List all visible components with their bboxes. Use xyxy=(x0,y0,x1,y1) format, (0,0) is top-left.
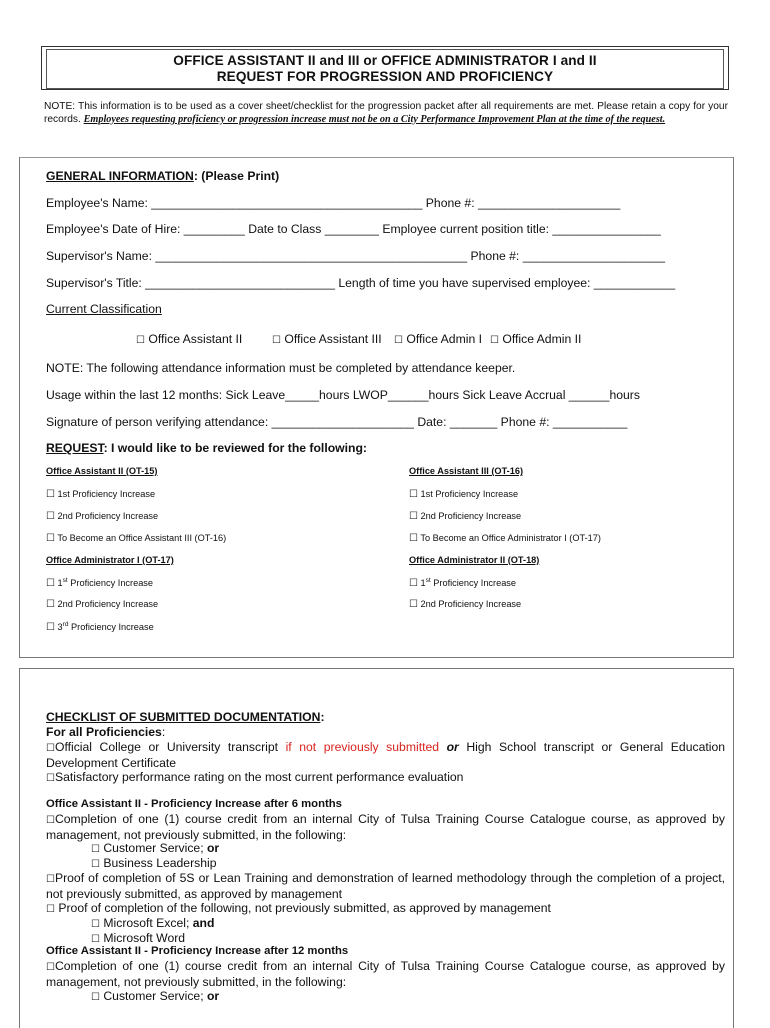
all-proficiencies-label: For all Proficiencies: xyxy=(46,725,166,739)
checkbox-icon[interactable]: ☐ xyxy=(91,992,100,1003)
customer-service-option-2[interactable]: ☐ Customer Service; or xyxy=(91,989,220,1003)
checkbox-icon[interactable]: ☐ xyxy=(91,859,100,870)
oa2-item-1[interactable]: ☐ 1st Proficiency Increase xyxy=(46,489,156,500)
checkbox-icon[interactable]: ☐ xyxy=(46,533,55,544)
checkbox-icon[interactable]: ☐ xyxy=(46,962,55,973)
oa3-item-1[interactable]: ☐ 1st Proficiency Increase xyxy=(409,489,519,500)
checkbox-icon[interactable]: ☐ xyxy=(409,489,418,500)
signature-row[interactable]: Signature of person verifying attendance: _____________________ Date: _______ Phone #: ___________ xyxy=(46,415,628,429)
checkbox-icon[interactable]: ☐ xyxy=(46,489,55,500)
form-title-box xyxy=(41,46,729,90)
current-classification-label: Current Classification xyxy=(46,302,162,316)
checkbox-icon[interactable]: ☐ xyxy=(91,844,100,855)
attendance-note: NOTE: The following attendance information must be completed by attendance keeper. xyxy=(46,361,516,375)
course-credit-item-2[interactable]: ☐Completion of one (1) course credit from an internal City of Tulsa Training Course Catalogue course, as approved by management, not previously submitted, in the following: xyxy=(46,959,725,989)
lean-training-item[interactable]: ☐Proof of completion of 5S or Lean Training and demonstration of learned methodology through the completion of a project, not previously submitted, as approved by management xyxy=(46,871,725,901)
checkbox-icon[interactable]: ☐ xyxy=(91,919,100,930)
checkbox-icon[interactable]: ☐ xyxy=(46,874,55,885)
classification-option-admin1[interactable]: ☐ Office Admin I xyxy=(394,332,483,346)
request-heading: REQUEST: I would like to be reviewed for the following: xyxy=(46,441,367,455)
checkbox-icon[interactable]: ☐ xyxy=(490,335,499,346)
checkbox-icon[interactable]: ☐ xyxy=(46,599,55,610)
form-title-line1: OFFICE ASSISTANT II and III or OFFICE ADMINISTRATOR I and II xyxy=(173,53,597,68)
oa2-item-2[interactable]: ☐ 2nd Proficiency Increase xyxy=(46,511,159,522)
admin2-heading: Office Administrator II (OT-18) xyxy=(409,555,540,565)
oa2-12-month-heading: Office Assistant II - Proficiency Increase after 12 months xyxy=(46,945,349,957)
admin1-item-2[interactable]: ☐ 2nd Proficiency Increase xyxy=(46,599,159,610)
cover-note-emphasis: Employees requesting proficiency or progression increase must not be on a City Performance Improvement Plan at the time of the request. xyxy=(83,113,666,125)
oa2-item-3[interactable]: ☐ To Become an Office Assistant III (OT-16) xyxy=(46,533,227,544)
business-leadership-option[interactable]: ☐ Business Leadership xyxy=(91,856,217,870)
checkbox-icon[interactable]: ☐ xyxy=(46,904,55,915)
panel-divider xyxy=(20,157,733,158)
checkbox-icon[interactable]: ☐ xyxy=(46,773,55,784)
rating-item[interactable]: ☐Satisfactory performance rating on the most current performance evaluation xyxy=(46,770,464,784)
checkbox-icon[interactable]: ☐ xyxy=(394,335,403,346)
classification-option-oa2[interactable]: ☐ Office Assistant II xyxy=(136,332,243,346)
checkbox-icon[interactable]: ☐ xyxy=(46,743,55,754)
general-information-panel xyxy=(19,157,734,658)
checklist-panel xyxy=(19,668,734,1028)
classification-option-admin2[interactable]: ☐ Office Admin II xyxy=(490,332,582,346)
proof-completion-item[interactable]: ☐ Proof of completion of the following, not previously submitted, as approved by management xyxy=(46,901,551,915)
checkbox-icon[interactable]: ☐ xyxy=(409,533,418,544)
admin1-heading: Office Administrator I (OT-17) xyxy=(46,555,174,565)
checkbox-icon[interactable]: ☐ xyxy=(409,578,418,589)
checkbox-icon[interactable]: ☐ xyxy=(272,335,281,346)
course-credit-item[interactable]: ☐Completion of one (1) course credit from an internal City of Tulsa Training Course Catalogue course, as approved by management, not previously submitted, in the following: xyxy=(46,812,725,842)
classification-option-oa3[interactable]: ☐ Office Assistant III xyxy=(272,332,382,346)
supervisor-name-field[interactable]: Supervisor's Name: ______________________________________________ Phone #: _____________________ xyxy=(46,249,666,263)
oa2-heading: Office Assistant II (OT-15) xyxy=(46,466,158,476)
checkbox-icon[interactable]: ☐ xyxy=(409,511,418,522)
supervisor-title-field[interactable]: Supervisor's Title: ____________________________ Length of time you have supervised employee: ____________ xyxy=(46,276,676,290)
hire-date-row[interactable]: Employee's Date of Hire: _________ Date to Class ________ Employee current position title: ________________ xyxy=(46,222,661,236)
oa3-heading: Office Assistant III (OT-16) xyxy=(409,466,524,476)
cover-note xyxy=(44,101,728,126)
checkbox-icon[interactable]: ☐ xyxy=(91,934,100,945)
usage-row[interactable]: Usage within the last 12 months: Sick Leave_____hours LWOP______hours Sick Leave Accrual ______hours xyxy=(46,388,640,402)
checkbox-icon[interactable]: ☐ xyxy=(46,578,55,589)
general-info-heading: GENERAL INFORMATION: (Please Print) xyxy=(46,169,280,183)
excel-option[interactable]: ☐ Microsoft Excel; and xyxy=(91,916,215,930)
checkbox-icon[interactable]: ☐ xyxy=(409,599,418,610)
employee-name-field[interactable]: Employee's Name: ________________________________________ Phone #: _____________________ xyxy=(46,196,621,210)
form-title-inner xyxy=(46,49,724,89)
customer-service-option[interactable]: ☐ Customer Service; or xyxy=(91,841,220,855)
transcript-item[interactable]: ☐Official College or University transcript if not previously submitted or High School transcript or General Education Development Certificate xyxy=(46,740,725,770)
admin2-item-1[interactable]: ☐ 1st Proficiency Increase xyxy=(409,577,517,589)
cover-note-text: NOTE: This information is to be used as a cover sheet/checklist for the progression packet after all requirements are met. Please retain a copy for your records. xyxy=(44,101,728,125)
checklist-heading: CHECKLIST OF SUBMITTED DOCUMENTATION: xyxy=(46,710,325,724)
checkbox-icon[interactable]: ☐ xyxy=(46,511,55,522)
checkbox-icon[interactable]: ☐ xyxy=(136,335,145,346)
admin2-item-2[interactable]: ☐ 2nd Proficiency Increase xyxy=(409,599,522,610)
checkbox-icon[interactable]: ☐ xyxy=(46,622,55,633)
admin1-item-1[interactable]: ☐ 1st Proficiency Increase xyxy=(46,577,154,589)
oa2-6-month-heading: Office Assistant II - Proficiency Increase after 6 months xyxy=(46,798,342,810)
oa3-item-2[interactable]: ☐ 2nd Proficiency Increase xyxy=(409,511,522,522)
admin1-item-3[interactable]: ☐ 3rd Proficiency Increase xyxy=(46,621,154,633)
word-option[interactable]: ☐ Microsoft Word xyxy=(91,931,186,945)
oa3-item-3[interactable]: ☐ To Become an Office Administrator I (OT-17) xyxy=(409,533,601,544)
form-title-line2: REQUEST FOR PROGRESSION AND PROFICIENCY xyxy=(216,69,554,84)
checkbox-icon[interactable]: ☐ xyxy=(46,815,55,826)
